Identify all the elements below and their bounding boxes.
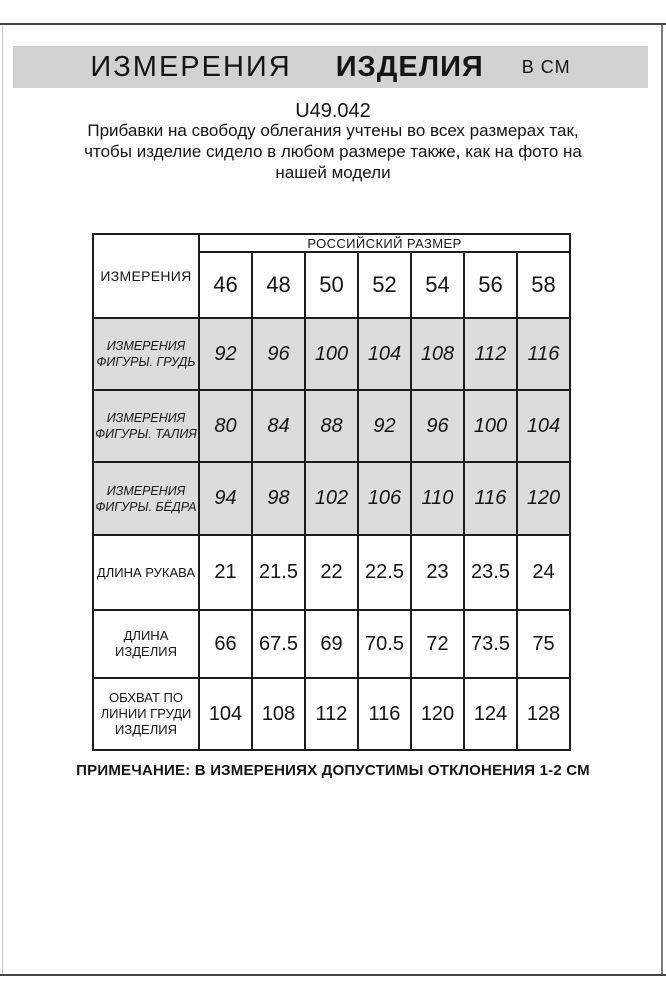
size-table bbox=[92, 233, 571, 751]
measurements-header-cell: ИЗМЕРЕНИЯ bbox=[93, 234, 199, 318]
size-column-header: 52 bbox=[358, 252, 411, 318]
row-label: ИЗМЕРЕНИЯ ФИГУРЫ. БЁДРА bbox=[93, 462, 199, 535]
size-value-cell: 96 bbox=[411, 390, 464, 462]
size-value-cell: 84 bbox=[252, 390, 305, 462]
size-column-header: 46 bbox=[199, 252, 252, 318]
size-value-cell: 104 bbox=[517, 390, 570, 462]
size-column-header: 54 bbox=[411, 252, 464, 318]
table-row bbox=[93, 462, 570, 535]
title-units: В СМ bbox=[521, 56, 571, 77]
size-value-cell: 100 bbox=[464, 390, 517, 462]
size-value-cell: 124 bbox=[464, 678, 517, 750]
table-row bbox=[93, 678, 570, 750]
size-value-cell: 21 bbox=[199, 535, 252, 610]
intro-line: Прибавки на свободу облегания учтены во всех размерах так, bbox=[87, 121, 579, 140]
size-value-cell: 120 bbox=[517, 462, 570, 535]
size-value-cell: 92 bbox=[199, 318, 252, 390]
intro-paragraph bbox=[0, 120, 666, 183]
size-value-cell: 23.5 bbox=[464, 535, 517, 610]
size-group-header-row bbox=[93, 234, 570, 252]
size-value-cell: 116 bbox=[517, 318, 570, 390]
size-value-cell: 73.5 bbox=[464, 610, 517, 678]
size-value-cell: 96 bbox=[252, 318, 305, 390]
size-value-cell: 88 bbox=[305, 390, 358, 462]
table-row bbox=[93, 390, 570, 462]
table-row bbox=[93, 535, 570, 610]
row-label: ДЛИНА РУКАВА bbox=[93, 535, 199, 610]
size-value-cell: 112 bbox=[464, 318, 517, 390]
size-value-cell: 75 bbox=[517, 610, 570, 678]
row-label: ОБХВАТ ПО ЛИНИИ ГРУДИ ИЗДЕЛИЯ bbox=[93, 678, 199, 750]
size-value-cell: 110 bbox=[411, 462, 464, 535]
size-value-cell: 102 bbox=[305, 462, 358, 535]
size-value-cell: 116 bbox=[464, 462, 517, 535]
size-value-cell: 106 bbox=[358, 462, 411, 535]
page-border-top bbox=[0, 23, 666, 25]
size-column-header: 58 bbox=[517, 252, 570, 318]
table-row bbox=[93, 318, 570, 390]
size-value-cell: 80 bbox=[199, 390, 252, 462]
size-column-header: 56 bbox=[464, 252, 517, 318]
intro-line: нашей модели bbox=[275, 163, 391, 182]
size-column-header: 48 bbox=[252, 252, 305, 318]
title-bar bbox=[13, 46, 648, 88]
article-code: U49.042 bbox=[295, 100, 371, 122]
size-value-cell: 104 bbox=[358, 318, 411, 390]
title-product: ИЗДЕЛИЯ bbox=[335, 50, 484, 83]
size-value-cell: 108 bbox=[252, 678, 305, 750]
size-value-cell: 70.5 bbox=[358, 610, 411, 678]
size-value-cell: 112 bbox=[305, 678, 358, 750]
size-value-cell: 120 bbox=[411, 678, 464, 750]
size-value-cell: 21.5 bbox=[252, 535, 305, 610]
table-row bbox=[93, 610, 570, 678]
size-value-cell: 66 bbox=[199, 610, 252, 678]
size-value-cell: 104 bbox=[199, 678, 252, 750]
size-value-cell: 116 bbox=[358, 678, 411, 750]
size-value-cell: 22 bbox=[305, 535, 358, 610]
size-value-cell: 22.5 bbox=[358, 535, 411, 610]
size-value-cell: 23 bbox=[411, 535, 464, 610]
size-value-cell: 94 bbox=[199, 462, 252, 535]
size-value-cell: 128 bbox=[517, 678, 570, 750]
row-label: ИЗМЕРЕНИЯ ФИГУРЫ. ГРУДЬ bbox=[93, 318, 199, 390]
size-value-cell: 108 bbox=[411, 318, 464, 390]
russian-size-header-cell: РОССИЙСКИЙ РАЗМЕР bbox=[199, 234, 570, 252]
size-value-cell: 92 bbox=[358, 390, 411, 462]
size-value-cell: 100 bbox=[305, 318, 358, 390]
title-measurements: ИЗМЕРЕНИЯ bbox=[90, 50, 292, 83]
size-value-cell: 72 bbox=[411, 610, 464, 678]
size-value-cell: 67.5 bbox=[252, 610, 305, 678]
size-value-cell: 69 bbox=[305, 610, 358, 678]
note-text: ПРИМЕЧАНИЕ: В ИЗМЕРЕНИЯХ ДОПУСТИМЫ ОТКЛОНЕНИЯ 1-2 СМ bbox=[76, 762, 590, 779]
size-column-header: 50 bbox=[305, 252, 358, 318]
size-value-cell: 98 bbox=[252, 462, 305, 535]
size-value-cell: 24 bbox=[517, 535, 570, 610]
page-border-bottom bbox=[0, 974, 666, 976]
intro-line: чтобы изделие сидело в любом размере также, как на фото на bbox=[84, 142, 582, 161]
row-label: ИЗМЕРЕНИЯ ФИГУРЫ. ТАЛИЯ bbox=[93, 390, 199, 462]
row-label: ДЛИНА ИЗДЕЛИЯ bbox=[93, 610, 199, 678]
